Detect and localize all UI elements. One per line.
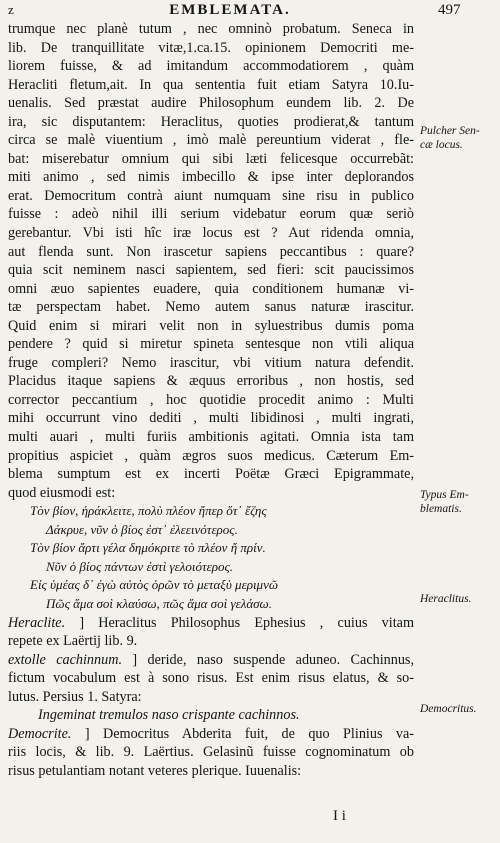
running-title: EMBLEMATA.: [169, 2, 291, 18]
margin-note-democritus: [420, 702, 498, 716]
text-line: quod eiusmodi est:: [8, 484, 116, 501]
text-line: miti animo , sed nimis imbecillo & ipse inter deplorandos: [8, 169, 414, 186]
note-lemma: Heraclite.: [8, 614, 66, 631]
text-line: pendere ? quid si miretur spineta sentesque non vtili aliqua: [8, 336, 414, 353]
text-line: bat: miserebatur omnium qui sibi læti felicesque occurrebãt:: [8, 150, 414, 167]
note-text: riis locis, & lib. 9. Laërtius. Gelasinũ fuisse cognominatum ob: [8, 744, 414, 761]
text-line: multi auari , multi furiis ambitionis agitati. Omnia ista tam: [8, 429, 414, 446]
margin-note-line: Heraclitus.: [420, 593, 472, 605]
note-text: ] Democritus Abderita fuit, de quo Plinius va-: [71, 725, 414, 742]
margin-note-line: cæ locus.: [420, 139, 463, 151]
margin-note-line: Typus Em-: [420, 489, 469, 501]
note-lemma: extolle cachinnum.: [8, 651, 122, 668]
note-line: [8, 762, 414, 781]
greek-epigram: [8, 502, 414, 613]
note-text: ] deride, naso suspende aduneo. Cachinnus,: [122, 651, 414, 668]
text-line: Heracliti fletum,ait. In qua sententia fuit etiam Satyra 10.Iu-: [8, 76, 414, 93]
note-line: [8, 614, 414, 633]
page-number: 497: [438, 2, 461, 18]
note-text: repete ex Laërtij lib. 9.: [8, 633, 138, 650]
corner-mark: z: [8, 2, 14, 17]
note-line: [8, 743, 414, 762]
text-line: fuisse : adeò nihil illi serium videbatur eorum quæ seriò: [8, 206, 414, 223]
text-line: uenalis. Sed præstat audire Philosophum eundem lib. 2. De: [8, 95, 414, 112]
signature-mark: I i: [333, 808, 346, 824]
note-text: fictum vocabulum est à sono risus. Est enim risus elatus, & so-: [8, 670, 414, 687]
note-line: [8, 669, 414, 688]
note-lemma: Democrite.: [8, 725, 72, 742]
greek-line: Τὸν βίον, ἡράκλειτε, πολὺ πλέον ἤπερ ὅτ᾿ ἔζης: [30, 503, 267, 519]
text-line: corrector peccantium , hoc quotidie procedit animo : Multi: [8, 391, 414, 408]
note-text: risus petulantiam notant veteres plerique. Iuuenalis:: [8, 762, 302, 779]
note-line: [8, 688, 414, 707]
note-line: [8, 725, 414, 744]
note-line: [8, 632, 414, 651]
text-line: fruge compleri? Nemo irascitur, vbi vitium natura defendit.: [8, 354, 414, 371]
margin-note-line: blematis.: [420, 503, 462, 515]
text-line: mihi occurrunt vino dediti , multi libidinosi , multi ingrati,: [8, 410, 414, 427]
margin-note-line: Democritus.: [420, 703, 477, 715]
greek-line: Εἰς ὑμέας δ᾿ ἐγὼ αὐτὸς ὁρῶν τὸ μεταξὺ μεριμνῶ: [30, 577, 279, 593]
greek-line: Δάκρυε, νῦν ὁ βίος ἐστ᾿ ἐλεεινότερος.: [46, 521, 238, 537]
margin-note-heraclitus: [420, 592, 498, 606]
text-line: trumque nec planè tutum , nec omninò probatum. Seneca in: [8, 21, 414, 37]
note-line: [8, 651, 414, 670]
text-line: tæ perspectam habet. Nemo autem sanus naturæ irascitur.: [8, 299, 414, 316]
text-block: [8, 20, 414, 780]
quote-line: [8, 706, 414, 725]
text-line: propitius aspiciet , quàm ægros suos medicus. Cæterum Em-: [8, 447, 414, 464]
text-line: aut flenda sunt. Non irascetur sapiens peccantibus : quare?: [8, 243, 414, 260]
text-line: erat. Democritum contrà aiunt numquam sine risu in publico: [8, 187, 414, 204]
margin-note-typus: [420, 488, 498, 516]
greek-line: Πῶς ἅμα σοὶ κλαύσω, πῶς ἅμα σοὶ γελάσω.: [46, 595, 272, 611]
text-line: blema sumptum est ex incerti Poëtæ Græci Epigrammate,: [8, 466, 414, 483]
commentary-notes: [8, 614, 414, 781]
margin-note-line: Pulcher Sen-: [420, 125, 480, 137]
text-line: Quid enim si mirari velit non in syluestribus dumis poma: [8, 317, 414, 334]
text-line: ira, sic disputantem: Heraclitus, quoties prodierat,& tantum: [8, 113, 414, 130]
text-line: liorem fuisse, & ad imitandum accommodatiorem , quàm: [8, 58, 414, 75]
text-line: omni æuo sapientes euadere, quia conditionem humanæ vi-: [8, 280, 414, 297]
margin-note-locus: [420, 124, 498, 152]
text-line: lib. De tranquillitate vitæ,1.ca.15. opinionem Democriti me-: [8, 39, 414, 56]
text-line: Placidus itaque sapiens & æquus erroribus , non hostis, sed: [8, 373, 414, 390]
text-line: gerebantur. Vbi isti hîc iræ locus est ? Aut ridenda omnia,: [8, 225, 414, 242]
note-text: ] Heraclitus Philosophus Ephesius , cuius vitam: [65, 614, 414, 631]
note-text: lutus. Persius 1. Satyra:: [8, 688, 142, 705]
text-line: circa se malè viuentium , imò malè pereuntium viderat , fle-: [8, 132, 414, 149]
quote-text: Ingeminat tremulos naso crispante cachinnos.: [38, 707, 300, 724]
greek-line: Τὸν βίον ἄρτι γέλα δημόκριτε τὸ πλέον ἤ πρίν.: [30, 540, 266, 556]
text-line: quia scit neminem nasci sapientem, sed fieri: scit paucissimos: [8, 262, 414, 279]
greek-line: Νῦν ὁ βίος πάντων ἐστὶ γελοιότερος.: [46, 558, 234, 574]
